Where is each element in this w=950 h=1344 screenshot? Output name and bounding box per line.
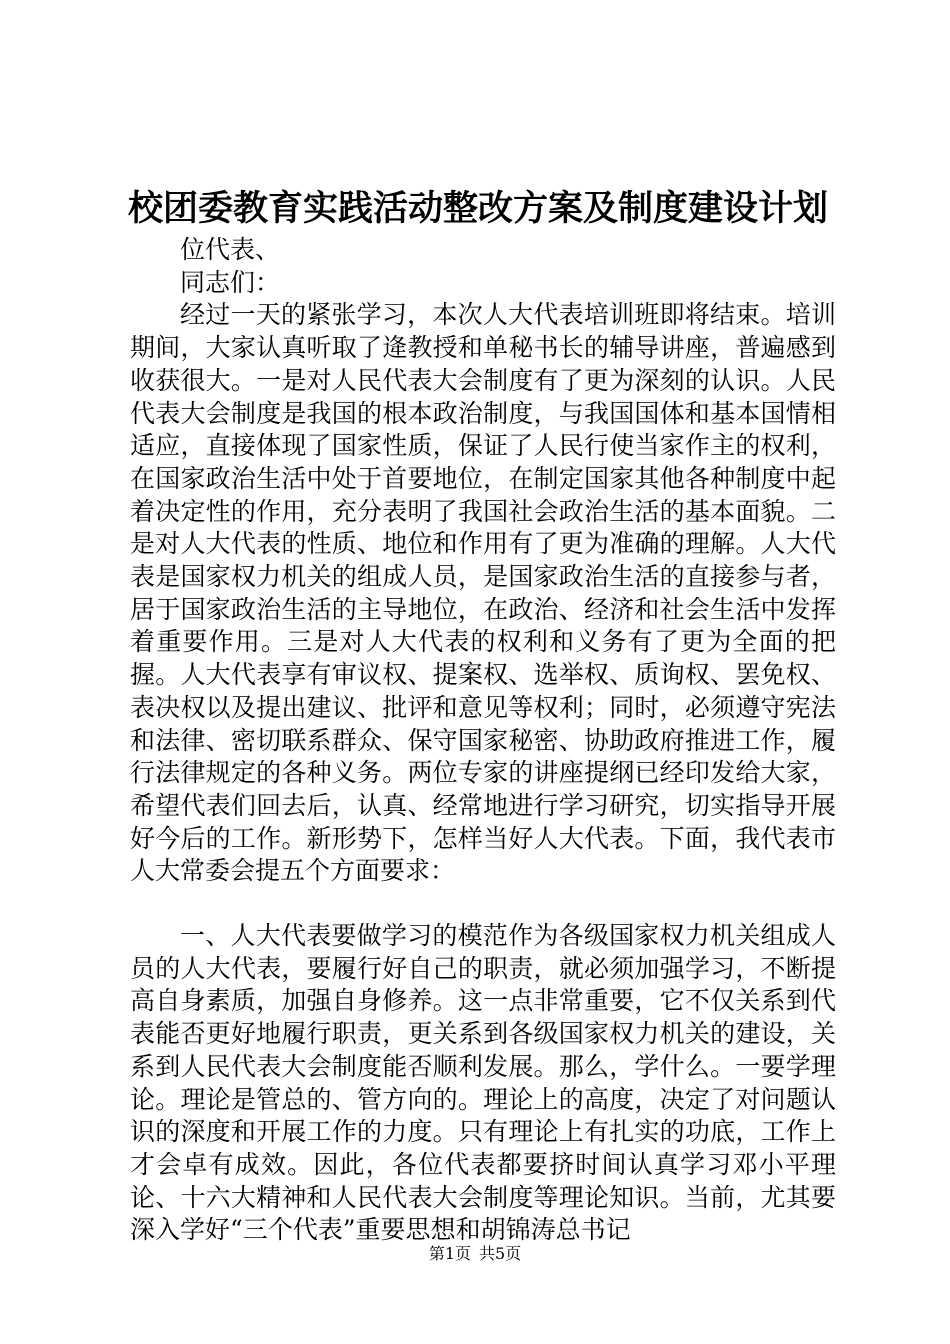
salutation-line-2: 同志们： (180, 267, 281, 297)
document-body (130, 234, 836, 1247)
body-paragraph: 经过一天的紧张学习，本次人大代表培训班即将结束。培训期间，大家认真听取了逄教授和单秘书长的辅导讲座，普遍感到收获很大。一是对人民代表大会制度有了更为深刻的认识。人民代表大会制度是我国的根本政治制度，与我国国体和基本国情相适应，直接体现了国家性质，保证了人民行使当家作主的权利，在国家政治生活中处于首要地位，在制定国家其他各种制度中起着决定性的作用，充分表明了我国社会政治生活的基本面貌。二是对人大代表的性质、地位和作用有了更为准确的理解。人大代表是国家权力机关的组成人员，是国家政治生活的直接参与者，居于国家政治生活的主导地位，在政治、经济和社会生活中发挥着重要作用。三是对人大代表的权利和义务有了更为全面的把握。人大代表享有审议权、提案权、选举权、质询权、罢免权、表决权以及提出建议、批评和意见等权利；同时，必须遵守宪法和法律、密切联系群众、保守国家秘密、协助政府推进工作，履行法律规定的各种义务。两位专家的讲座提纲已经印发给大家，希望代表们回去后，认真、经常地进行学习研究，切实指导开展好今后的工作。新形势下，怎样当好人大代表。下面，我代表市人大常委会提五个方面要求： (130, 300, 836, 886)
salutation-line-1: 位代表、 (180, 235, 281, 264)
page-number: 第1页 (428, 1244, 471, 1263)
body-paragraph: 一、人大代表要做学习的模范作为各级国家权力机关组成人员的人大代表，要履行好自己的职责，就必须加强学习，不断提高自身素质，加强自身修养。这一点非常重要，它不仅关系到代表能否更好地履行职责，更关系到各级国家权力机关的建设，关系到人民代表大会制度能否顺利发展。那么，学什么。一要学理论。理论是管总的、管方向的。理论上的高度，决定了对问题认识的深度和开展工作的力度。只有理论上有扎实的功底，工作上才会卓有成效。因此，各位代表都要挤时间认真学习邓小平理论、十六大精神和人民代表大会制度等理论知识。当前，尤其要深入学好“三个代表”重要思想和胡锦涛总书记 (130, 921, 836, 1245)
document-title: 校团委教育实践活动整改方案及制度建设计划 (128, 188, 829, 229)
page-footer (0, 1244, 950, 1264)
page-total: 共5页 (479, 1244, 522, 1263)
